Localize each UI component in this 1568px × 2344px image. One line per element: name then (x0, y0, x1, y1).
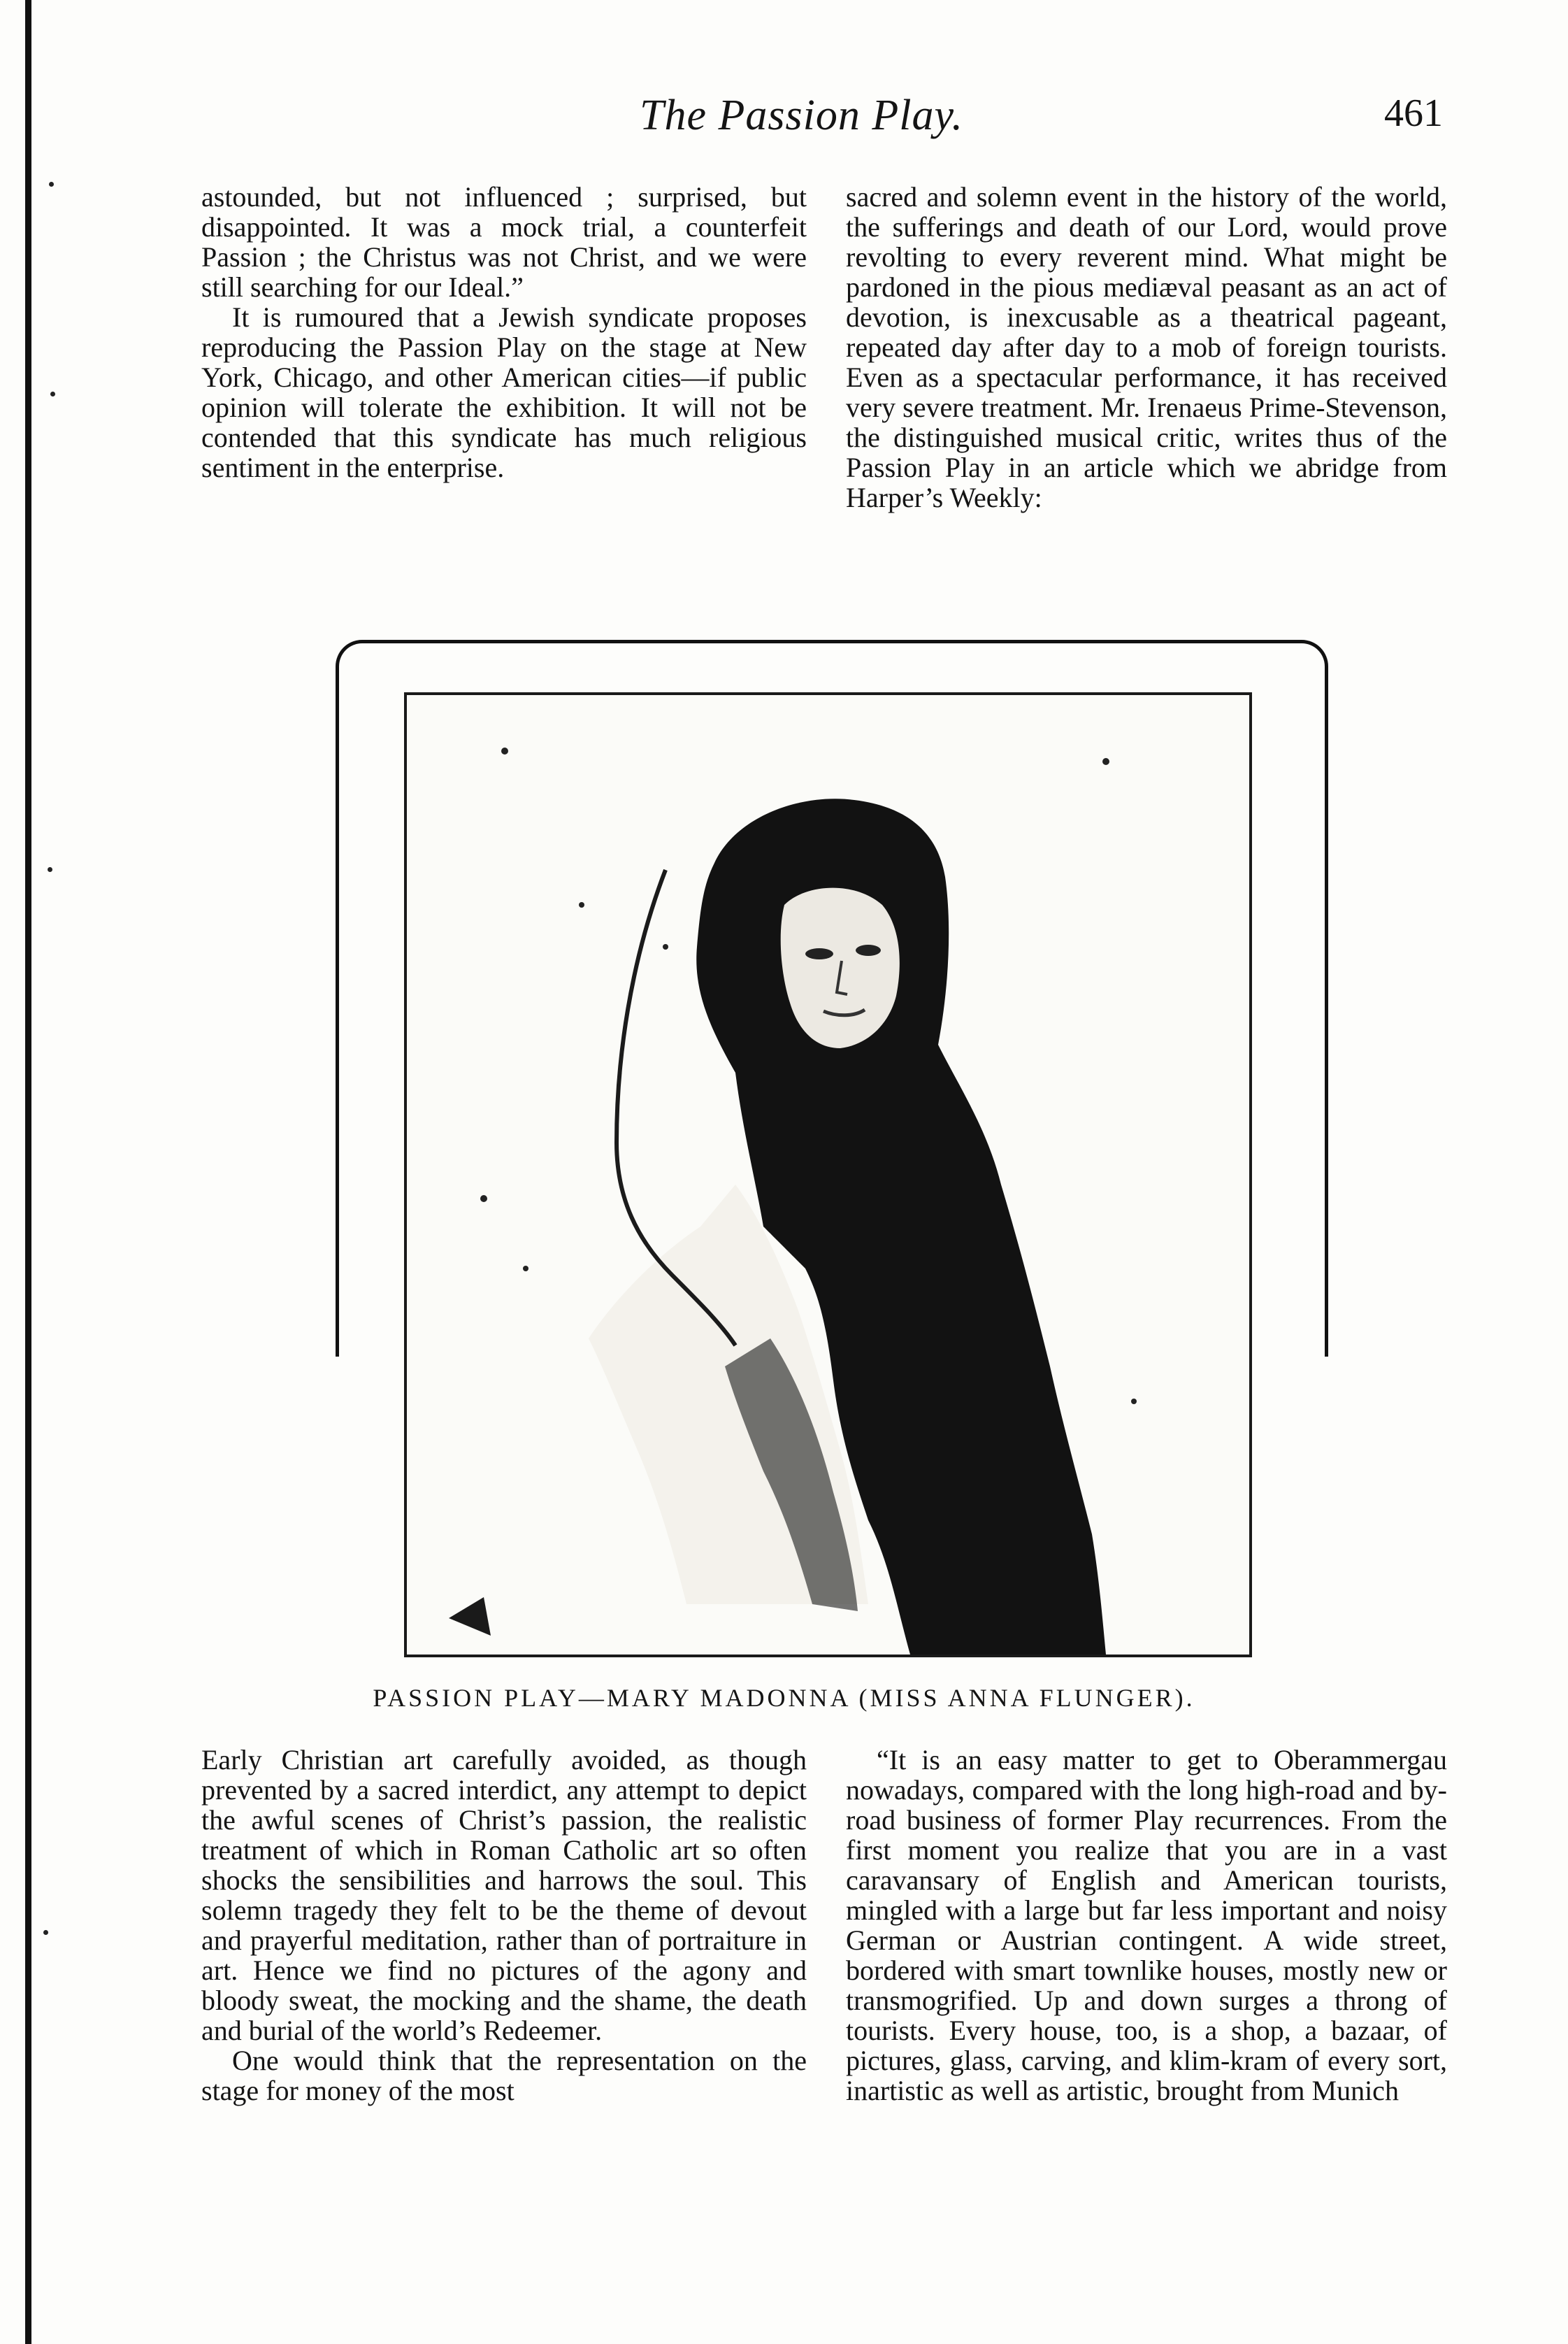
page-header (0, 91, 1568, 154)
ink-speck (49, 182, 54, 187)
portrait-illustration (407, 695, 1249, 1655)
paragraph: “It is an easy matter to get to Oberammergau nowadays, compared with the long high-road and by-road business of former Play recurrences. From the first moment you realize that you are in a vast caravansary of English and American tourists, mingled with a large but far less important and noisy German or Austrian contingent. A wide street, bordered with smart townlike houses, mostly new or transmogrified. Up and down surges a throng of tourists. Every house, too, is a shop, a bazaar, of pictures, glass, carving, and klim-kram of every sort, inartistic as well as artistic, brought from Munich (846, 1744, 1447, 2106)
right-eye (856, 945, 881, 956)
paragraph: One would think that the representation on the stage for money of the most (201, 2045, 807, 2106)
paragraph: sacred and solemn event in the history of the world, the sufferings and death of our Lord, would prove revolting to every reverent mind. What might be pardoned in the pious mediæval peasant as an act of devotion, is inexcusable as a theatrical pageant, repeated day after day to a mob of foreign tourists. Even as a spectacular performance, it has received very severe treatment. Mr. Irenaeus Prime-Stevenson, the distinguished musical critic, writes thus of the Passion Play in an article which we abridge from Harper’s Weekly: (846, 181, 1447, 513)
left-column-top (201, 182, 807, 483)
paragraph: Early Christian art carefully avoided, as though prevented by a sacred interdict, any attempt to depict the awful scenes of Christ’s passion, the realistic treatment of which in Roman Catholic art so often shocks the sensibilities and harrows the soul. This solemn tragedy they felt to be the theme of devout and prayerful meditation, rather than of portraiture in art. Hence we find no pictures of the agony and bloody sweat, the mocking and the shame, the death and burial of the world’s Redeemer. (201, 1744, 807, 2046)
left-eye (805, 948, 833, 959)
ink-speck (43, 1930, 48, 1935)
figure-caption: PASSION PLAY—MARY MADONNA (MISS ANNA FLUNGER). (373, 1684, 1195, 1712)
corner-mark (449, 1597, 491, 1636)
ink-speck (48, 867, 52, 872)
ink-speck (50, 392, 55, 396)
page-number: 461 (1384, 92, 1443, 135)
left-column-bottom (201, 1745, 807, 2106)
paragraph: astounded, but not influenced ; surprised, but disappointed. It was a mock trial, a counterfeit Passion ; the Christus was not Christ, and we were still searching for our Ideal.” (201, 181, 807, 303)
paragraph: It is rumoured that a Jewish syndicate proposes reproducing the Passion Play on the stage at New York, Chicago, and other American cities—if public opinion will tolerate the exhibition. It will not be contended that this syndicate has much religious sentiment in the enterprise. (201, 301, 807, 483)
right-column-top (846, 182, 1447, 513)
right-column-bottom (846, 1745, 1447, 2106)
running-title: The Passion Play. (640, 92, 964, 139)
binding-edge (25, 0, 31, 2344)
madonna-photograph (404, 692, 1252, 1657)
